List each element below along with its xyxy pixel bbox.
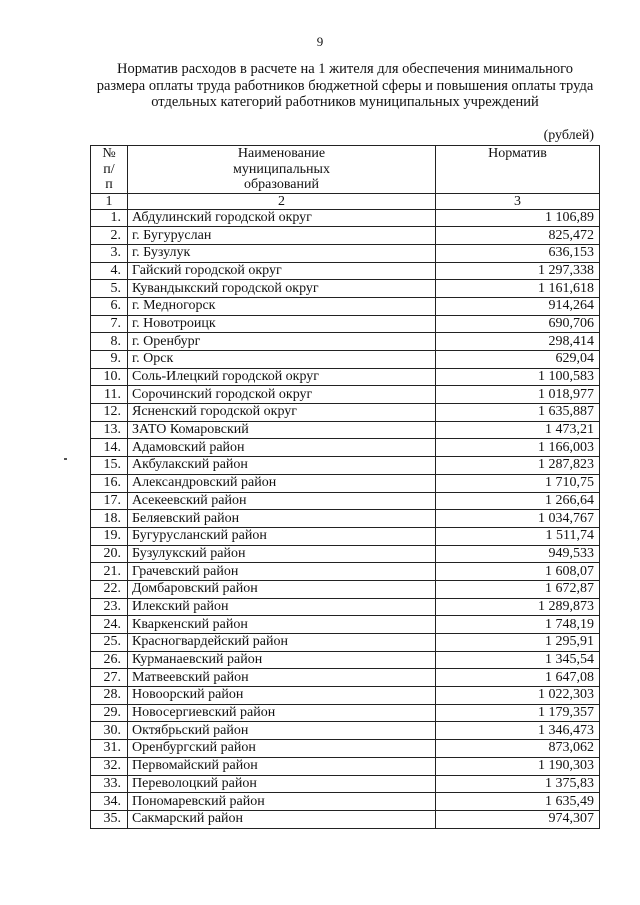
- table-row: [91, 704, 600, 722]
- row-number: 27.: [91, 669, 128, 687]
- page-number: 9: [316, 34, 324, 49]
- table-row: [91, 297, 600, 315]
- normative-value: 629,04: [436, 351, 600, 369]
- normative-value: 1 266,64: [436, 492, 600, 510]
- municipality-name: Александровский район: [128, 474, 436, 492]
- normative-value: 1 161,618: [436, 280, 600, 298]
- normative-value: 1 190,303: [436, 757, 600, 775]
- row-number: 30.: [91, 722, 128, 740]
- normative-value: 1 166,003: [436, 439, 600, 457]
- municipality-name: Новоорский район: [128, 687, 436, 705]
- row-number: 10.: [91, 368, 128, 386]
- scan-mark: [64, 458, 67, 460]
- column-index-row: [91, 193, 600, 209]
- table-row: [91, 545, 600, 563]
- row-number: 21.: [91, 563, 128, 581]
- municipality-name: Ясненский городской округ: [128, 404, 436, 422]
- table-row: [91, 227, 600, 245]
- municipality-name: Новосергиевский район: [128, 704, 436, 722]
- normative-value: 1 608,07: [436, 563, 600, 581]
- row-number: 18.: [91, 510, 128, 528]
- normative-value: 1 672,87: [436, 580, 600, 598]
- table-row: [91, 351, 600, 369]
- normative-value: 1 018,977: [436, 386, 600, 404]
- normative-value: 1 346,473: [436, 722, 600, 740]
- municipality-name: Бузулукский район: [128, 545, 436, 563]
- row-number: 12.: [91, 404, 128, 422]
- row-number: 29.: [91, 704, 128, 722]
- normative-value: 1 100,583: [436, 368, 600, 386]
- row-number: 33.: [91, 775, 128, 793]
- municipality-name: Переволоцкий район: [128, 775, 436, 793]
- header-num: № п/п: [91, 146, 128, 194]
- column-index-3: 3: [436, 193, 600, 209]
- row-number: 35.: [91, 810, 128, 828]
- normative-value: 1 289,873: [436, 598, 600, 616]
- normative-value: 1 748,19: [436, 616, 600, 634]
- table-row: [91, 421, 600, 439]
- municipality-name: ЗАТО Комаровский: [128, 421, 436, 439]
- row-number: 26.: [91, 651, 128, 669]
- table-row: [91, 510, 600, 528]
- normative-value: 1 295,91: [436, 634, 600, 652]
- municipality-name: Илекский район: [128, 598, 436, 616]
- row-number: 14.: [91, 439, 128, 457]
- row-number: 31.: [91, 740, 128, 758]
- document-title: Норматив расходов в расчете на 1 жителя для обеспечения минимального размера оплаты труда работников бюджетной сферы и повышения оплаты труда отдельных категорий работников муниципальных учреждений: [96, 61, 594, 110]
- row-number: 22.: [91, 580, 128, 598]
- normative-value: 914,264: [436, 297, 600, 315]
- normative-value: 1 375,83: [436, 775, 600, 793]
- table-header-row: [91, 146, 600, 194]
- table-row: [91, 757, 600, 775]
- table-row: [91, 457, 600, 475]
- table-row: [91, 722, 600, 740]
- normative-value: 1 647,08: [436, 669, 600, 687]
- normative-value: 1 022,303: [436, 687, 600, 705]
- municipality-name: Матвеевский район: [128, 669, 436, 687]
- municipality-name: Адамовский район: [128, 439, 436, 457]
- normative-value: 1 345,54: [436, 651, 600, 669]
- table-row: [91, 740, 600, 758]
- row-number: 3.: [91, 244, 128, 262]
- normative-value: 690,706: [436, 315, 600, 333]
- municipality-name: Беляевский район: [128, 510, 436, 528]
- normative-value: 949,533: [436, 545, 600, 563]
- table-row: [91, 775, 600, 793]
- table-row: [91, 687, 600, 705]
- normative-value: 1 179,357: [436, 704, 600, 722]
- table-row: [91, 527, 600, 545]
- normative-value: 974,307: [436, 810, 600, 828]
- municipality-name: Кувандыкский городской округ: [128, 280, 436, 298]
- municipality-name: Первомайский район: [128, 757, 436, 775]
- municipality-name: Грачевский район: [128, 563, 436, 581]
- table-row: [91, 262, 600, 280]
- municipality-name: Октябрьский район: [128, 722, 436, 740]
- row-number: 17.: [91, 492, 128, 510]
- normative-value: 1 473,21: [436, 421, 600, 439]
- municipality-name: Сорочинский городской округ: [128, 386, 436, 404]
- normative-table: [90, 145, 600, 829]
- row-number: 13.: [91, 421, 128, 439]
- table-row: [91, 793, 600, 811]
- normative-value: 1 635,49: [436, 793, 600, 811]
- municipality-name: Гайский городской округ: [128, 262, 436, 280]
- row-number: 32.: [91, 757, 128, 775]
- table-row: [91, 368, 600, 386]
- municipality-name: Сакмарский район: [128, 810, 436, 828]
- normative-value: 1 297,338: [436, 262, 600, 280]
- municipality-name: Абдулинский городской округ: [128, 209, 436, 227]
- table-row: [91, 315, 600, 333]
- table-row: [91, 209, 600, 227]
- table-row: [91, 439, 600, 457]
- normative-value: 825,472: [436, 227, 600, 245]
- row-number: 6.: [91, 297, 128, 315]
- normative-value: 1 635,887: [436, 404, 600, 422]
- row-number: 11.: [91, 386, 128, 404]
- row-number: 23.: [91, 598, 128, 616]
- municipality-name: Кваркенский район: [128, 616, 436, 634]
- row-number: 25.: [91, 634, 128, 652]
- table-body: [91, 209, 600, 828]
- municipality-name: Соль-Илецкий городской округ: [128, 368, 436, 386]
- municipality-name: г. Бугуруслан: [128, 227, 436, 245]
- municipality-name: Акбулакский район: [128, 457, 436, 475]
- row-number: 20.: [91, 545, 128, 563]
- row-number: 9.: [91, 351, 128, 369]
- row-number: 7.: [91, 315, 128, 333]
- column-index-2: 2: [128, 193, 436, 209]
- table-row: [91, 244, 600, 262]
- municipality-name: г. Медногорск: [128, 297, 436, 315]
- row-number: 2.: [91, 227, 128, 245]
- row-number: 34.: [91, 793, 128, 811]
- column-index-1: 1: [91, 193, 128, 209]
- unit-label: (рублей): [543, 128, 594, 143]
- table-row: [91, 474, 600, 492]
- normative-value: 1 287,823: [436, 457, 600, 475]
- municipality-name: Асекеевский район: [128, 492, 436, 510]
- municipality-name: г. Оренбург: [128, 333, 436, 351]
- municipality-name: Бугурусланский район: [128, 527, 436, 545]
- normative-value: 1 106,89: [436, 209, 600, 227]
- table-row: [91, 563, 600, 581]
- table-row: [91, 651, 600, 669]
- table-row: [91, 492, 600, 510]
- row-number: 4.: [91, 262, 128, 280]
- municipality-name: Оренбургский район: [128, 740, 436, 758]
- table-row: [91, 580, 600, 598]
- row-number: 28.: [91, 687, 128, 705]
- row-number: 1.: [91, 209, 128, 227]
- row-number: 19.: [91, 527, 128, 545]
- municipality-name: Курманаевский район: [128, 651, 436, 669]
- normative-value: 636,153: [436, 244, 600, 262]
- table-row: [91, 616, 600, 634]
- table-row: [91, 404, 600, 422]
- row-number: 24.: [91, 616, 128, 634]
- normative-value: 1 034,767: [436, 510, 600, 528]
- table-row: [91, 280, 600, 298]
- normative-value: 1 710,75: [436, 474, 600, 492]
- row-number: 5.: [91, 280, 128, 298]
- table-row: [91, 634, 600, 652]
- normative-value: 298,414: [436, 333, 600, 351]
- header-name: Наименование муниципальных образований: [128, 146, 436, 194]
- row-number: 15.: [91, 457, 128, 475]
- row-number: 16.: [91, 474, 128, 492]
- header-value: Норматив: [436, 146, 600, 194]
- normative-value: 1 511,74: [436, 527, 600, 545]
- municipality-name: Красногвардейский район: [128, 634, 436, 652]
- table-row: [91, 386, 600, 404]
- municipality-name: Пономаревский район: [128, 793, 436, 811]
- municipality-name: Домбаровский район: [128, 580, 436, 598]
- table-row: [91, 669, 600, 687]
- table-row: [91, 333, 600, 351]
- municipality-name: г. Бузулук: [128, 244, 436, 262]
- table-row: [91, 810, 600, 828]
- table-row: [91, 598, 600, 616]
- row-number: 8.: [91, 333, 128, 351]
- normative-value: 873,062: [436, 740, 600, 758]
- municipality-name: г. Орск: [128, 351, 436, 369]
- municipality-name: г. Новотроицк: [128, 315, 436, 333]
